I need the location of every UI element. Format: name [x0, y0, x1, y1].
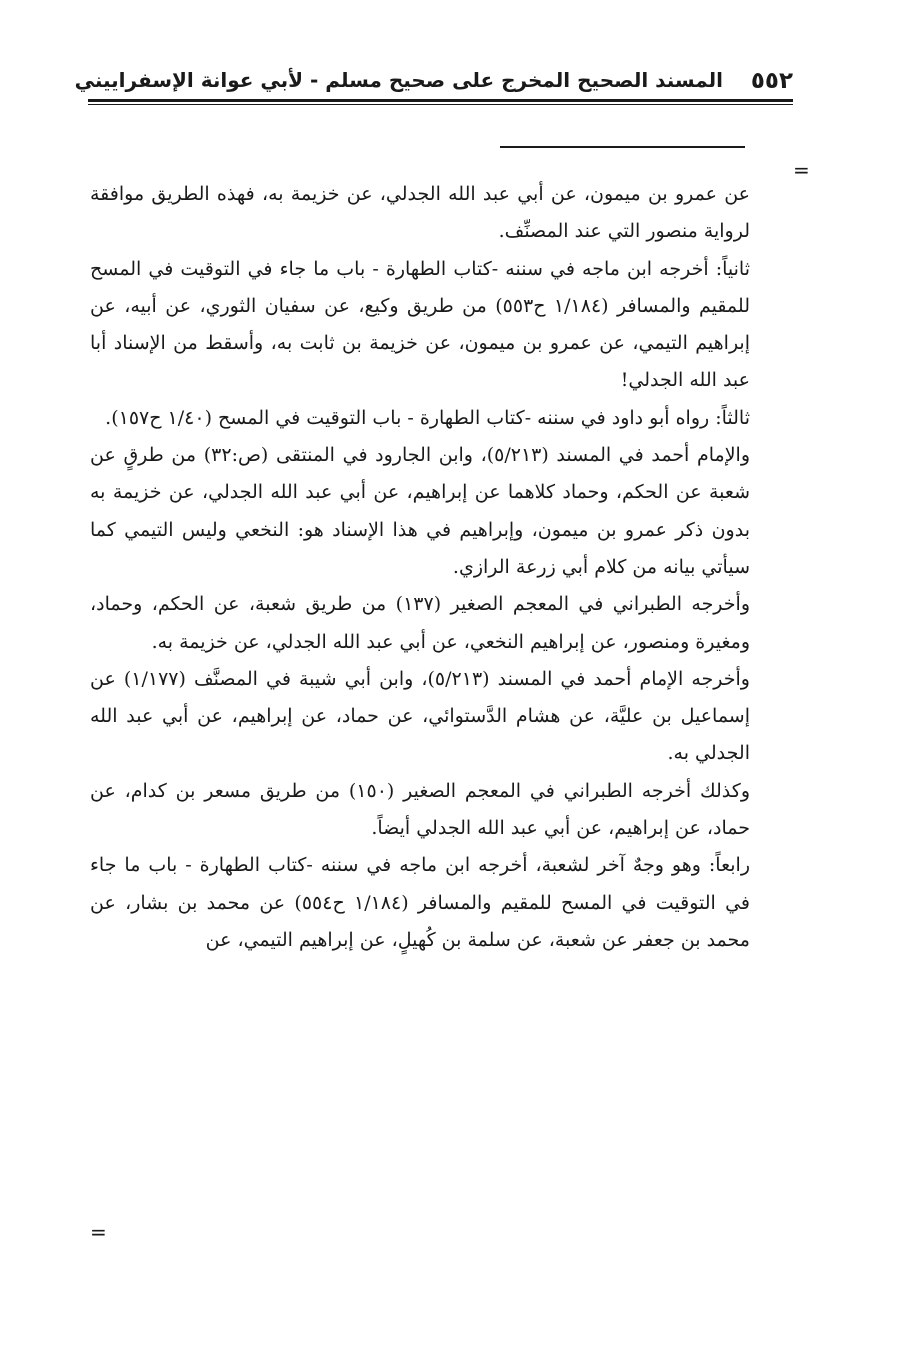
paragraph-4: والإمام أحمد في المسند (٥/٢١٣)، وابن الجارود في المنتقى (ص:٣٢) من طرقٍ عن شعبة عن الحكم، وحماد كلاهما عن إبراهيم، عن أبي عبد الله الجدلي، عن خزيمة به بدون ذكر عمرو بن ميمون، وإبراهيم في هذا الإسناد هو: النخعي وليس التيمي كما سيأتي بيانه من كلام أبي زرعة الرازي.: [90, 444, 750, 578]
paragraph-7: وكذلك أخرجه الطبراني في المعجم الصغير (١٥٠) من طريق مسعر بن كدام، عن حماد، عن إبراهيم، عن أبي عبد الله الجدلي أيضاً.: [90, 779, 750, 840]
continuation-mark-bottom: =: [90, 1220, 107, 1244]
paragraph-1: عن عمرو بن ميمون، عن أبي عبد الله الجدلي، عن خزيمة به، فهذه الطريق موافقة لرواية منصور التي عند المصنِّف.: [90, 183, 750, 243]
footnote-body: [90, 176, 750, 959]
paragraph-3: ثالثاً: رواه أبو داود في سننه -كتاب الطهارة - باب التوقيت في المسح (١/٤٠ ح١٥٧).: [105, 406, 750, 429]
footnote-separator: [500, 146, 745, 148]
continuation-mark-top: =: [793, 158, 810, 182]
header-rule-thin: [88, 104, 793, 105]
header-rule-thick: [88, 99, 793, 102]
running-title: المسند الصحيح المخرج على صحيح مسلم - لأبي عوانة الإسفراييني: [74, 68, 723, 92]
paragraph-2: ثانياً: أخرجه ابن ماجه في سننه -كتاب الطهارة - باب ما جاء في التوقيت في المسح للمقيم والمسافر (١/١٨٤ ح٥٥٣) من طريق وكيع، عن سفيان الثوري، عن أبيه، عن إبراهيم التيمي، عن عمرو بن ميمون، عن خزيمة بن ثابت به، وأسقط من الإسناد أبا عبد الله الجدلي!: [90, 257, 750, 392]
page-number: ٥٥٢: [750, 68, 793, 94]
paragraph-6: وأخرجه الإمام أحمد في المسند (٥/٢١٣)، وابن أبي شيبة في المصنَّف (١/١٧٧) عن إسماعيل بن عليَّة، عن هشام الدَّستوائي، عن حماد، عن إبراهيم، عن أبي عبد الله الجدلي به.: [90, 667, 750, 765]
paragraph-5: وأخرجه الطبراني في المعجم الصغير (١٣٧) من طريق شعبة، عن الحكم، وحماد، ومغيرة ومنصور، عن إبراهيم النخعي، عن أبي عبد الله الجدلي، عن خزيمة به.: [90, 593, 750, 653]
page-header: [74, 64, 793, 98]
paragraph-8: رابعاً: وهو وجهٌ آخر لشعبة، أخرجه ابن ماجه في سننه -كتاب الطهارة - باب ما جاء في التوقيت في المسح للمقيم والمسافر (١/١٨٤ ح٥٥٤) عن محمد بن بشار، عن محمد بن جعفر عن شعبة، عن سلمة بن كُهيلٍ، عن إبراهيم التيمي، عن: [90, 854, 750, 951]
